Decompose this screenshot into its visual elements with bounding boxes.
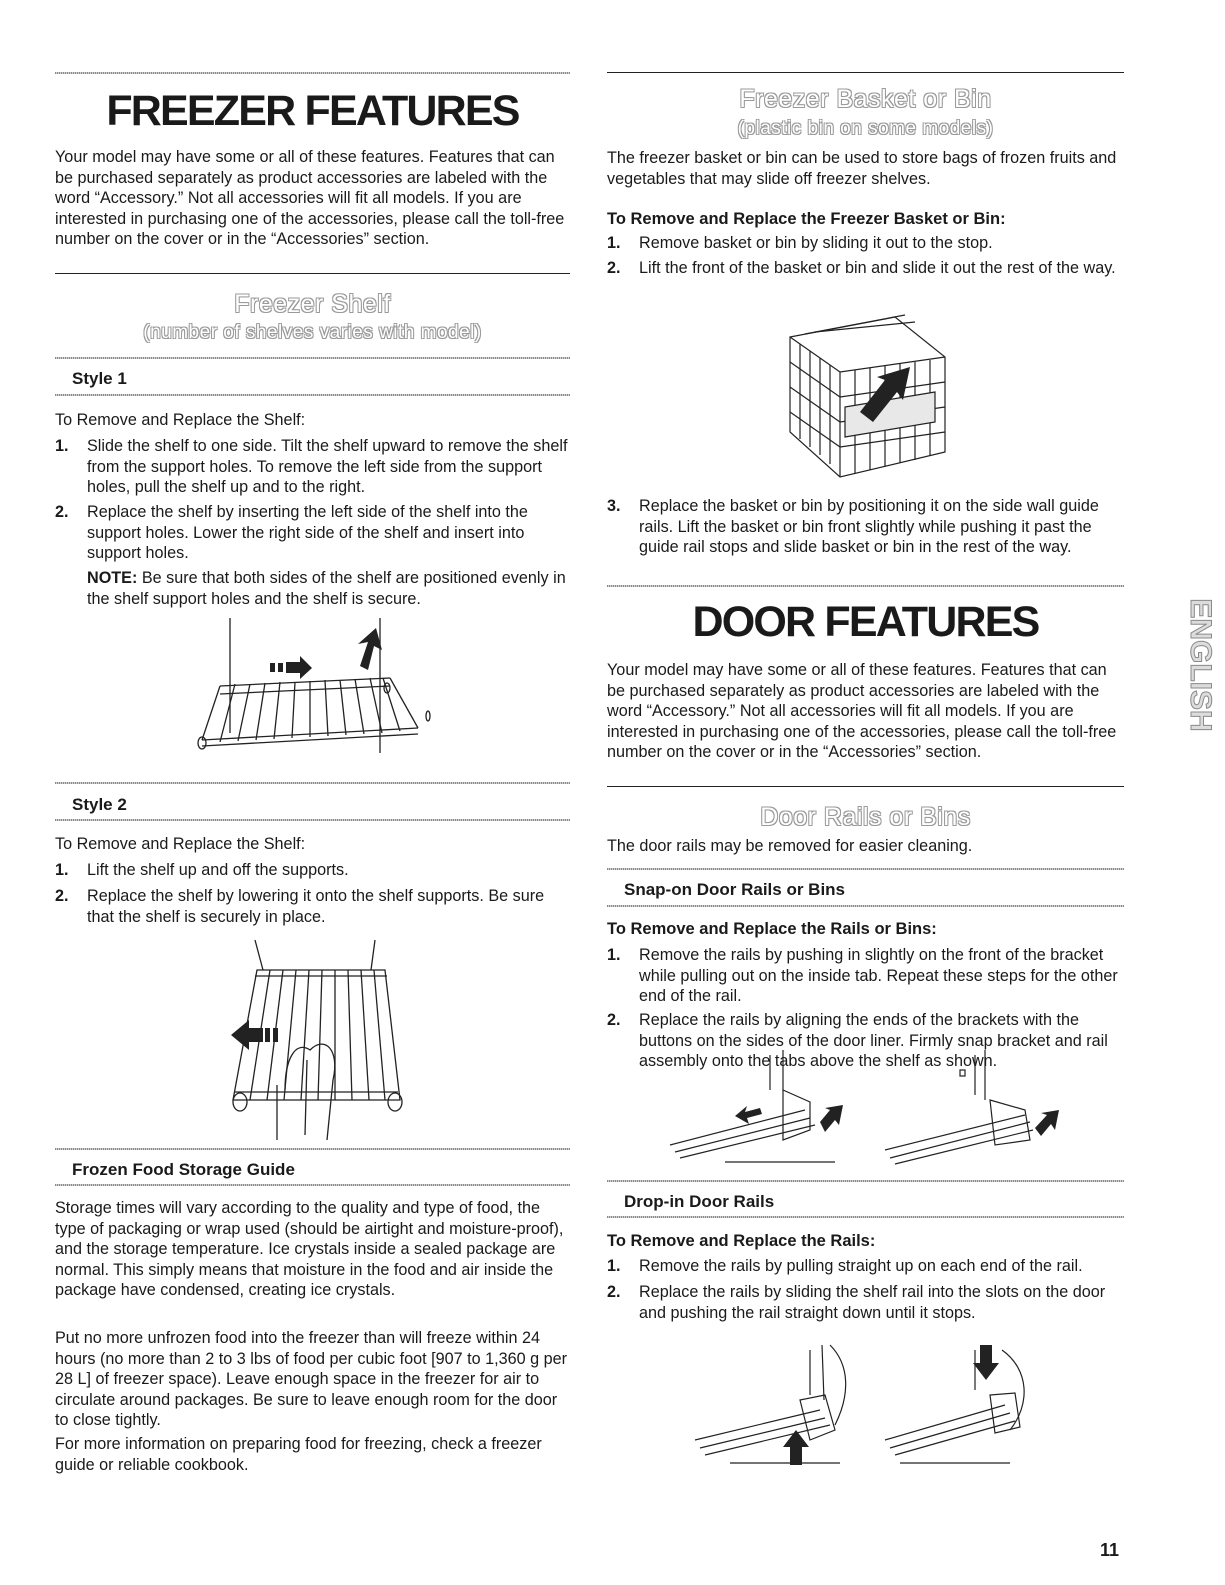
guide-rule-top (55, 1148, 570, 1150)
basket-intro: The freezer basket or bin can be used to store bags of frozen fruits and vegetables that may slide off freezer shelves. (607, 149, 1117, 188)
step-text: Slide the shelf to one side. Tilt the shelf upward to remove the shelf from the support holes. To remove the left side from the support holes, pull the shelf up and to the right. (87, 437, 568, 496)
style1-step-1 (55, 436, 570, 498)
side-tab-label: ENGLISH (1184, 598, 1218, 732)
basket-step-1 (607, 233, 1124, 255)
shelf-style1-illustration (190, 618, 450, 758)
step-text: Lift the front of the basket or bin and slide it out the rest of the way. (639, 259, 1116, 277)
arrow-down-icon (973, 1345, 999, 1380)
style1-step-2 (55, 502, 570, 564)
step-number: 2. (607, 259, 621, 277)
section-rule (55, 273, 570, 274)
dash-mark (278, 663, 283, 672)
note-text: Be sure that both sides of the shelf are positioned evenly in the shelf support holes and the shelf is secure. (87, 569, 566, 608)
snap-rule-top (607, 868, 1124, 870)
step-text: Replace the shelf by inserting the left side of the shelf into the support holes. Lower the right side of the shelf and insert into support holes. (87, 503, 528, 562)
dropin-instruction: To Remove and Replace the Rails: (607, 1232, 876, 1250)
door-intro: Your model may have some or all of these features. Features that can be purchased separately as product accessories are labeled with the word “Accessory.” Not all accessories will fit all models. If you are interested in purchasing one of the accessories, please call the toll-free number on the cover or in the “Accessories” section. (607, 661, 1117, 761)
step-number: 1. (607, 234, 621, 252)
rails-intro: The door rails may be removed for easier cleaning. (607, 837, 973, 855)
step-number: 1. (55, 437, 69, 455)
page-number: 11 (1100, 1540, 1120, 1560)
step-number: 2. (55, 503, 69, 521)
basket-step-2 (607, 258, 1124, 300)
style1-label: Style 1 (72, 369, 127, 388)
arrow-right-icon (286, 656, 312, 679)
drop-in-label: Drop-in Door Rails (624, 1192, 775, 1211)
english-side-tab (1184, 565, 1218, 765)
snap-rule-bottom (607, 905, 1124, 907)
dropin-rule-bottom (607, 1216, 1124, 1218)
guide-paragraph-1: Storage times will vary according to the quality and type of food, the type of packaging or wrap used (should be airtight and moisture-proof), and the storage temperature. Ice crystals inside a sealed package are normal. This simply means that moisture in the food and air inside the package have condensed, creating ice crystals. (55, 1199, 564, 1299)
style1-rule-top (55, 357, 570, 359)
step-number: 2. (55, 887, 69, 905)
step-text: Replace the rails by aligning the ends of the brackets with the buttons on the sides of the door liner. Firmly snap bracket and rail assembly onto the tabs above the shelf as shown. (639, 1011, 1108, 1070)
step-text: Replace the basket or bin by positioning it on the side wall guide rails. Lift the basket or bin front slightly while pushing it past the guide rail stops and slide basket or bin in the rest of the way. (639, 497, 1099, 556)
step-text: Remove the rails by pushing in slightly on the front of the bracket while pulling out on the inside tab. Repeat these steps for the other end of the rail. (639, 946, 1118, 1005)
style2-label: Style 2 (72, 795, 127, 814)
snap-step-1 (607, 945, 1124, 1007)
dropin-step-2 (607, 1282, 1124, 1324)
step-number: 1. (55, 861, 69, 879)
snap-on-label: Snap-on Door Rails or Bins (624, 880, 846, 899)
dropin-rule-top (607, 1180, 1124, 1182)
guide-paragraph-3: For more information on preparing food for freezing, check a freezer guide or reliable cookbook. (55, 1435, 542, 1474)
shelf-style2-illustration (215, 940, 415, 1145)
freezer-intro: Your model may have some or all of these features. Features that can be purchased separately as product accessories are labeled with the word “Accessory.” Not all accessories will fit all models. If you are interested in purchasing one of the accessories, please call the toll-free number on the cover or in the “Accessories” section. (55, 148, 565, 248)
door-features-title: DOOR FEATURES (692, 598, 1039, 646)
frozen-food-guide-label: Frozen Food Storage Guide (72, 1160, 295, 1179)
dash-mark (270, 663, 275, 672)
style1-instruction: To Remove and Replace the Shelf: (55, 411, 306, 429)
top-rule-left (55, 72, 570, 74)
dropin-step-1 (607, 1256, 1124, 1278)
step-number: 1. (607, 1257, 621, 1275)
step-number: 3. (607, 497, 621, 515)
basket-illustration (785, 312, 955, 482)
style2-step-2 (55, 886, 570, 928)
style2-instruction: To Remove and Replace the Shelf: (55, 835, 306, 853)
step-number: 1. (607, 946, 621, 964)
style2-step-1 (55, 860, 570, 882)
freezer-basket-heading: Freezer Basket or Bin (739, 85, 992, 113)
step-text: Remove basket or bin by sliding it out to the stop. (639, 234, 993, 252)
door-rule (607, 585, 1124, 587)
step-number: 2. (607, 1011, 621, 1029)
style1-rule-bottom (55, 394, 570, 396)
arrow-left-icon (735, 1106, 762, 1124)
step-number: 2. (607, 1283, 621, 1301)
freezer-shelf-heading: Freezer Shelf (234, 290, 391, 318)
step-text: Lift the shelf up and off the supports. (87, 861, 349, 879)
door-rails-heading: Door Rails or Bins (760, 803, 971, 831)
top-rule-right (607, 72, 1124, 73)
freezer-features-title: FREEZER FEATURES (106, 87, 519, 135)
style1-note (87, 568, 570, 609)
snap-rails-illustration (665, 1050, 1065, 1170)
freezer-basket-subheading: (plastic bin on some models) (737, 118, 994, 139)
step-text: Replace the rails by sliding the shelf rail into the slots on the door and pushing the rail straight down until it stops. (639, 1283, 1106, 1322)
arrow-up-icon (1035, 1110, 1059, 1136)
style2-rule-top (55, 782, 570, 784)
arrow-up-icon (820, 1105, 843, 1132)
dash-mark (273, 1028, 278, 1042)
basket-step-3 (607, 496, 1124, 580)
basket-instruction: To Remove and Replace the Freezer Basket or Bin: (607, 210, 1006, 228)
snap-instruction: To Remove and Replace the Rails or Bins: (607, 920, 937, 938)
freezer-shelf-subheading: (number of shelves varies with model) (143, 322, 482, 343)
step-text: Remove the rails by pulling straight up on each end of the rail. (639, 1257, 1083, 1275)
section-rule (607, 786, 1124, 787)
guide-rule-bottom (55, 1184, 570, 1186)
arrow-up-icon (358, 628, 382, 670)
style2-rule-bottom (55, 819, 570, 821)
dash-mark (265, 1028, 270, 1042)
guide-paragraph-2: Put no more unfrozen food into the freezer than will freeze within 24 hours (no more than 2 to 3 lbs of food per cubic foot [907 to 1,360 g per 28 L] of freezer space). Leave enough space in the freezer for air to circulate around packages. Be sure to leave enough room for the door to close tightly. (55, 1329, 568, 1429)
dropin-rails-illustration (690, 1345, 1050, 1470)
note-label: NOTE: (87, 569, 138, 587)
step-text: Replace the shelf by lowering it onto the shelf supports. Be sure that the shelf is securely in place. (87, 887, 545, 926)
